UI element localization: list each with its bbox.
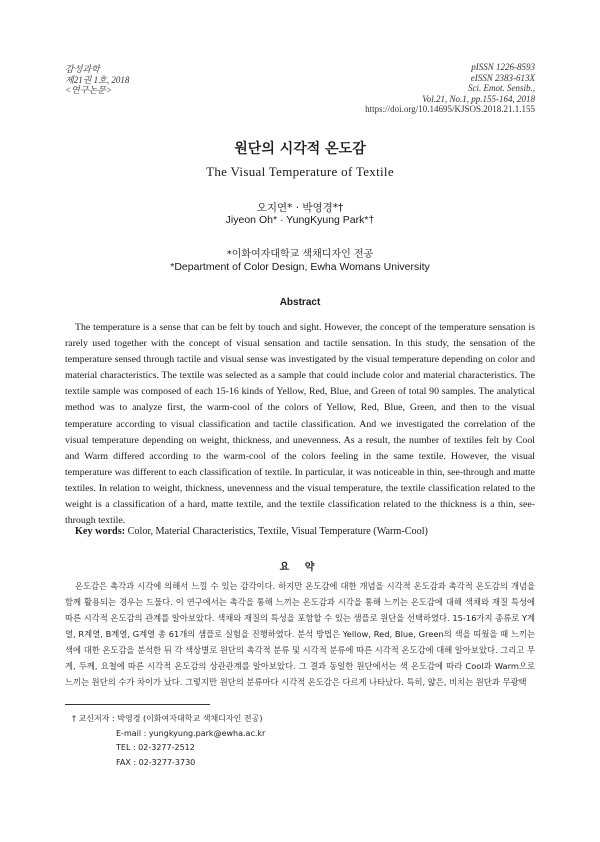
korean-summary-heading: 요 약 (279, 562, 321, 573)
journal-name: 감성과학 (65, 64, 100, 74)
journal-header-right (365, 62, 535, 115)
title-korean: 원단의 시각적 온도감 (234, 141, 366, 157)
eissn: eISSN 2383-613X (470, 72, 535, 83)
journal-abbrev: Sci. Emot. Sensib., (468, 83, 535, 93)
abstract-body: The temperature is a sense that can be felt by touch and sight. However, the concept of the temperature sensation is rarely used together with the concept of visual sensation and tactile sensation. In this study, the sensation of the temperature sensed through tactile and visual sense was investigated by the visual temperature depending on color and material characteristics. The textile was selected as a sample that could include color and material characteristics. The textile sample was composed of each 15-16 kinds of Yellow, Red, Blue, and Green of total 90 samples. The analytical method was to analyze first, the warm-cool of the colors of Yellow, Red, Blue, Green, and then to the visual temperature according to visual classification and tactile classification. And we investigated the correlation of the visual temperature depending on weight, thickness, and unevenness. As a result, the number of textiles felt by Cool and Warm differed according to the warm-cool of the colors feeling in the same textile. However, the visual temperature was different to each classification of textile. In particular, it was noticeable in thin, see-through and matte textiles. In relation to weight, thickness, unevenness and the visual temperature, the textile classification related to the weight is a classification of a hard, matte textile, and the textile classification related to the thickness is a thin, see-through textile. (65, 322, 535, 527)
affiliation-korean: *이화여자대학교 색채디자인 전공 (226, 249, 374, 260)
korean-summary-body: 온도감은 촉각과 시각에 의해서 느낄 수 있는 감각이다. 하지만 온도감에 대한 개념을 시각적 온도감과 촉각적 온도감의 개념을 함께 활용되는 경우는 드물다. 이 연구에서는 촉각을 통해 느끼는 온도감과 시각을 통해 느끼는 온도감에 대해 색채와 재질 특성에 따른 시각적 온도감의 관계를 알아보았다. 색채와 재질의 특성을 포함할 수 있는 샘플로 원단을 선택하였다. 15-16가지 종류로 Y계열, R계열, B계열, G계열 총 61개의 샘플로 실험을 진행하였다. 분석 방법은 Yellow, Red, Blue, Green의 색을 띠웠을 때 느끼는 색에 대한 온도감을 분석한 뒤 각 색상별로 원단의 촉각적 분류 및 시각적 분류에 따른 시각적 온도감에 대해 알아보았다. 그리고 무게, 두께, 요철에 따른 시각적 온도감의 상관관계를 알아보았다. 그 결과 동일한 원단에서는 색 온도감에 따라 Cool과 Warm으로 느끼는 원단의 수가 차이가 났다. 그렇지만 원단의 분류마다 시각적 온도감은 다르게 나타났다. 특히, 얇은, 비치는 원단과 무광택 (65, 581, 535, 687)
author-tel: TEL : 02-3277-2512 (116, 743, 195, 752)
affiliation-english: *Department of Color Design, Ewha Womans University (170, 261, 430, 273)
pissn: pISSN 1226-8593 (471, 62, 535, 72)
authors-korean: 오지연* · 박영경*† (256, 202, 344, 214)
footnote (72, 712, 265, 770)
keywords (75, 526, 428, 537)
doi-link[interactable]: https://doi.org/10.14695/KJSOS.2018.21.1.155 (365, 104, 535, 114)
keywords-value: Color, Material Characteristics, Textile, Visual Temperature (Warm-Cool) (127, 526, 428, 537)
abstract-heading: Abstract (279, 297, 321, 308)
keywords-label: Key words: (75, 526, 126, 537)
footnote-divider (65, 704, 210, 705)
corresponding-author: † 교신저자 : 박영경 (이화여자대학교 색채디자인 전공) (72, 714, 263, 723)
author-email[interactable]: E-mail : yungkyung.park@ewha.ac.kr (116, 728, 266, 738)
volume-issue: 제21권 1호, 2018 (65, 74, 130, 85)
authors-english: Jiyeon Oh* · YungKyung Park*† (225, 214, 375, 226)
volume-pages: Vol.21, No.1, pp.155-164, 2018 (422, 93, 535, 104)
author-fax: FAX : 02-3277-3730 (116, 757, 196, 767)
article-type: <연구논문> (65, 85, 112, 95)
title-english: The Visual Temperature of Textile (206, 164, 394, 179)
journal-header-left (65, 64, 129, 96)
